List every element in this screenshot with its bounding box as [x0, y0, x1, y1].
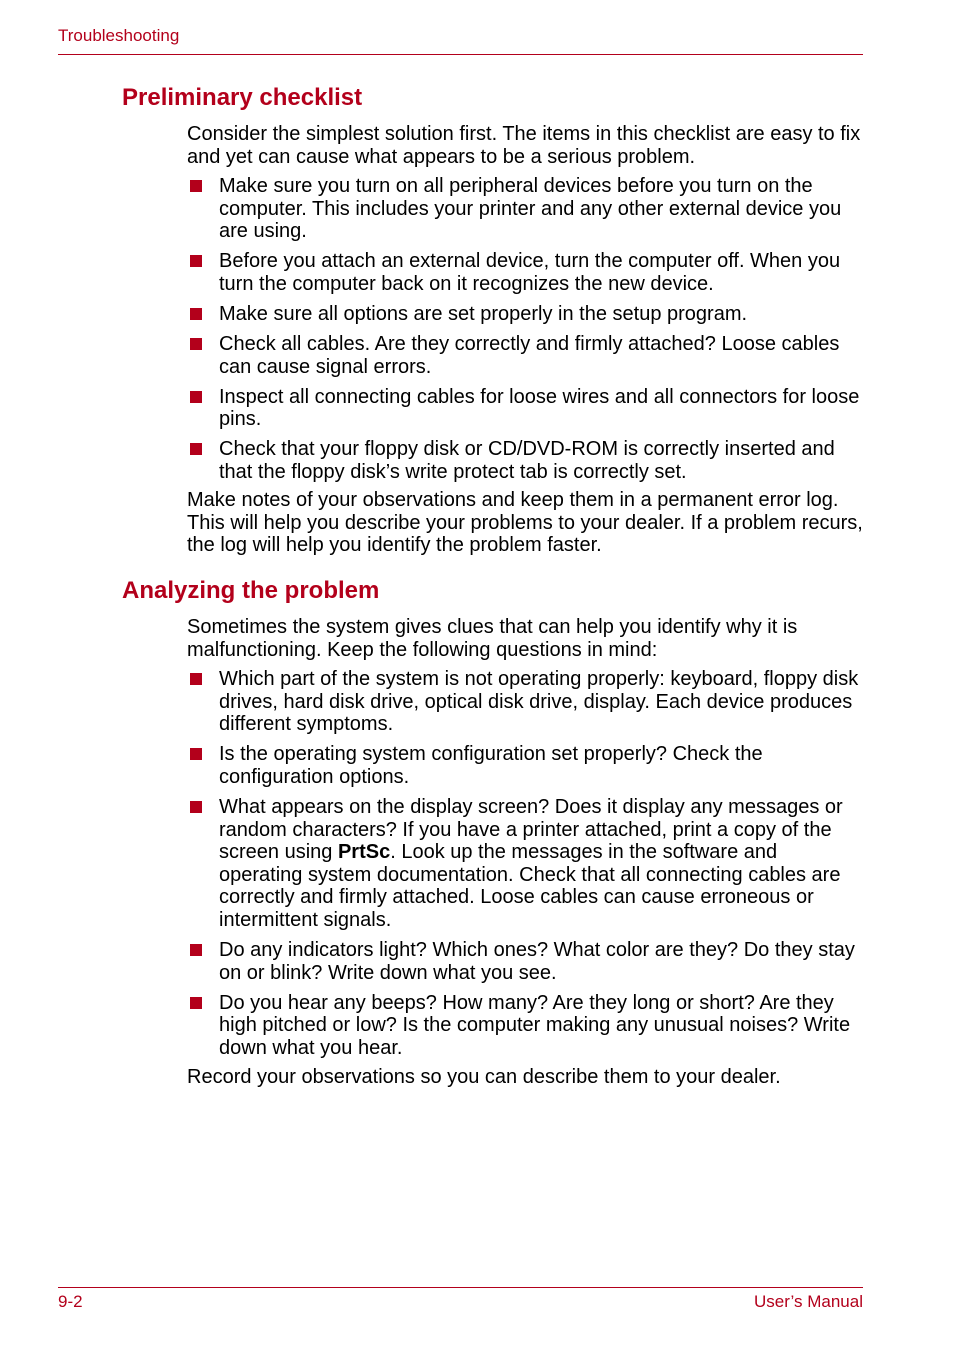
footer-rule — [58, 1287, 863, 1288]
list-item: Check all cables. Are they correctly and firmly attached? Loose cables can cause signal errors. — [187, 333, 863, 378]
square-bullet-icon — [190, 997, 202, 1009]
list-item: Before you attach an external device, turn the computer off. When you turn the computer back on it recognizes the new device. — [187, 250, 863, 295]
manual-title: User’s Manual — [754, 1292, 863, 1311]
square-bullet-icon — [190, 391, 202, 403]
checklist-list — [187, 175, 863, 491]
square-bullet-icon — [190, 944, 202, 956]
list-item: Check that your floppy disk or CD/DVD-ROM is correctly inserted and that the floppy disk’s write protect tab is correctly set. — [187, 438, 863, 483]
heading-preliminary-checklist: Preliminary checklist — [122, 84, 363, 111]
list-item: Do you hear any beeps? How many? Are they long or short? Are they high pitched or low? Is the computer making any unusual noises? Write down what you hear. — [187, 992, 863, 1060]
list-item: Make sure you turn on all peripheral devices before you turn on the computer. This includes your printer and any other external device you are using. — [187, 175, 863, 243]
list-item: Inspect all connecting cables for loose wires and all connectors for loose pins. — [187, 386, 863, 431]
list-item: Make sure all options are set properly in the setup program. — [187, 303, 863, 326]
square-bullet-icon — [190, 180, 202, 192]
square-bullet-icon — [190, 308, 202, 320]
square-bullet-icon — [190, 748, 202, 760]
analyzing-list — [187, 668, 863, 1067]
prtsc-key: PrtSc — [337, 841, 391, 864]
square-bullet-icon — [190, 673, 202, 685]
list-item: What appears on the display screen? Does it display any messages or random characters? If you have a printer attached, print a copy of the screen using PrtSc. Look up the messages in the software and operating system documentation. Check that all connecting cables are correctly and firmly attached. Loose cables can cause erroneous or intermittent signals. — [187, 796, 863, 932]
heading-analyzing-the-problem: Analyzing the problem — [122, 577, 380, 604]
square-bullet-icon — [190, 338, 202, 350]
header-rule — [58, 54, 863, 55]
analyzing-intro: Sometimes the system gives clues that can help you identify why it is malfunctioning. Keep the following questions in mind: — [187, 616, 798, 661]
checklist-intro: Consider the simplest solution first. The items in this checklist are easy to fix and yet can cause what appears to be a serious problem. — [187, 123, 861, 168]
list-item: Is the operating system configuration set properly? Check the configuration options. — [187, 743, 863, 788]
square-bullet-icon — [190, 255, 202, 267]
checklist-outro: Make notes of your observations and keep them in a permanent error log. This will help you describe your problems to your dealer. If a problem recurs, the log will help you identify the problem faster. — [187, 489, 863, 557]
page-number: 9-2 — [58, 1292, 83, 1311]
square-bullet-icon — [190, 443, 202, 455]
list-item: Do any indicators light? Which ones? What color are they? Do they stay on or blink? Write down what you see. — [187, 939, 863, 984]
analyzing-outro: Record your observations so you can describe them to your dealer. — [187, 1066, 781, 1088]
list-item: Which part of the system is not operating properly: keyboard, floppy disk drives, hard disk drive, optical disk drive, display. Each device produces different symptoms. — [187, 668, 863, 736]
running-header: Troubleshooting — [58, 26, 180, 45]
square-bullet-icon — [190, 801, 202, 813]
